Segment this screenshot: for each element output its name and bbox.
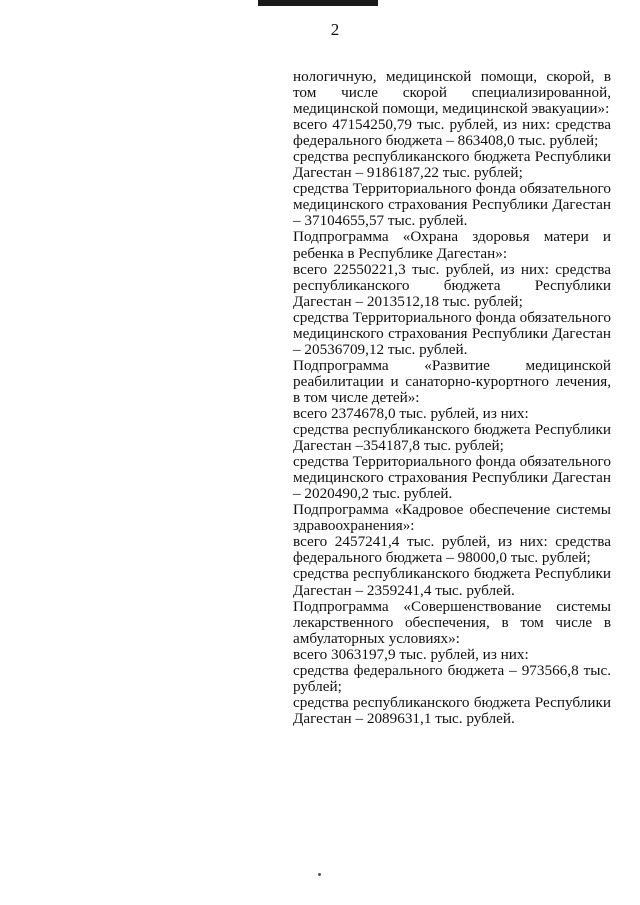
paragraph: средства республиканского бюджета Республики Дагестан – 9186187,22 тыс. рублей; bbox=[293, 148, 611, 182]
paragraph: средства Территориального фонда обязательного медицинского страхования Республики Дагестан – 20536709,12 тыс. рублей. bbox=[293, 308, 611, 358]
paragraph: средства федерального бюджета – 973566,8 тыс. рублей; bbox=[293, 661, 611, 695]
paragraph: средства республиканского бюджета Республики Дагестан – 2359241,4 тыс. рублей. bbox=[293, 565, 611, 599]
paragraph: всего 2457241,4 тыс. рублей, из них: средства федерального бюджета – 98000,0 тыс. рублей; bbox=[293, 533, 611, 567]
paragraph: всего 22550221,3 тыс. рублей, из них: средства республиканского бюджета Республики Дагестан – 2013512,18 тыс. рублей; bbox=[293, 260, 611, 310]
paragraph: всего 3063197,9 тыс. рублей, из них: bbox=[293, 645, 529, 663]
subprogram-heading: Подпрограмма «Совершенствование системы лекарственного обеспечения, в том числе в амбулаторных условиях»: bbox=[293, 597, 611, 647]
paragraph: всего 47154250,79 тыс. рублей, из них: средства федерального бюджета – 863408,0 тыс. рублей; bbox=[293, 116, 611, 150]
paragraph: всего 2374678,0 тыс. рублей, из них: bbox=[293, 404, 529, 422]
paragraph: средства Территориального фонда обязательного медицинского страхования Республики Дагестан – 37104655,57 тыс. рублей. bbox=[293, 180, 611, 230]
subprogram-heading: Подпрограмма «Охрана здоровья матери и ребенка в Республике Дагестан»: bbox=[293, 228, 611, 262]
paragraph: средства Территориального фонда обязательного медицинского страхования Республики Дагестан – 2020490,2 тыс. рублей. bbox=[293, 453, 611, 503]
subprogram-heading: Подпрограмма «Кадровое обеспечение системы здравоохранения»: bbox=[293, 501, 611, 535]
document-body bbox=[293, 69, 611, 727]
scan-speck bbox=[318, 873, 321, 876]
paragraph: нологичную, медицинской помощи, скорой, в том числе скорой специализированной, медицинской помощи, медицинской эвакуации»: bbox=[293, 68, 611, 118]
paragraph: средства республиканского бюджета Республики Дагестан – 2089631,1 тыс. рублей. bbox=[293, 693, 611, 727]
subprogram-heading: Подпрограмма «Развитие медицинской реабилитации и санаторно-курортного лечения, в том числе детей»: bbox=[293, 356, 611, 406]
page-number: 2 bbox=[330, 20, 340, 39]
paragraph: средства республиканского бюджета Республики Дагестан –354187,8 тыс. рублей; bbox=[293, 421, 611, 455]
scan-edge-mark bbox=[258, 0, 378, 6]
